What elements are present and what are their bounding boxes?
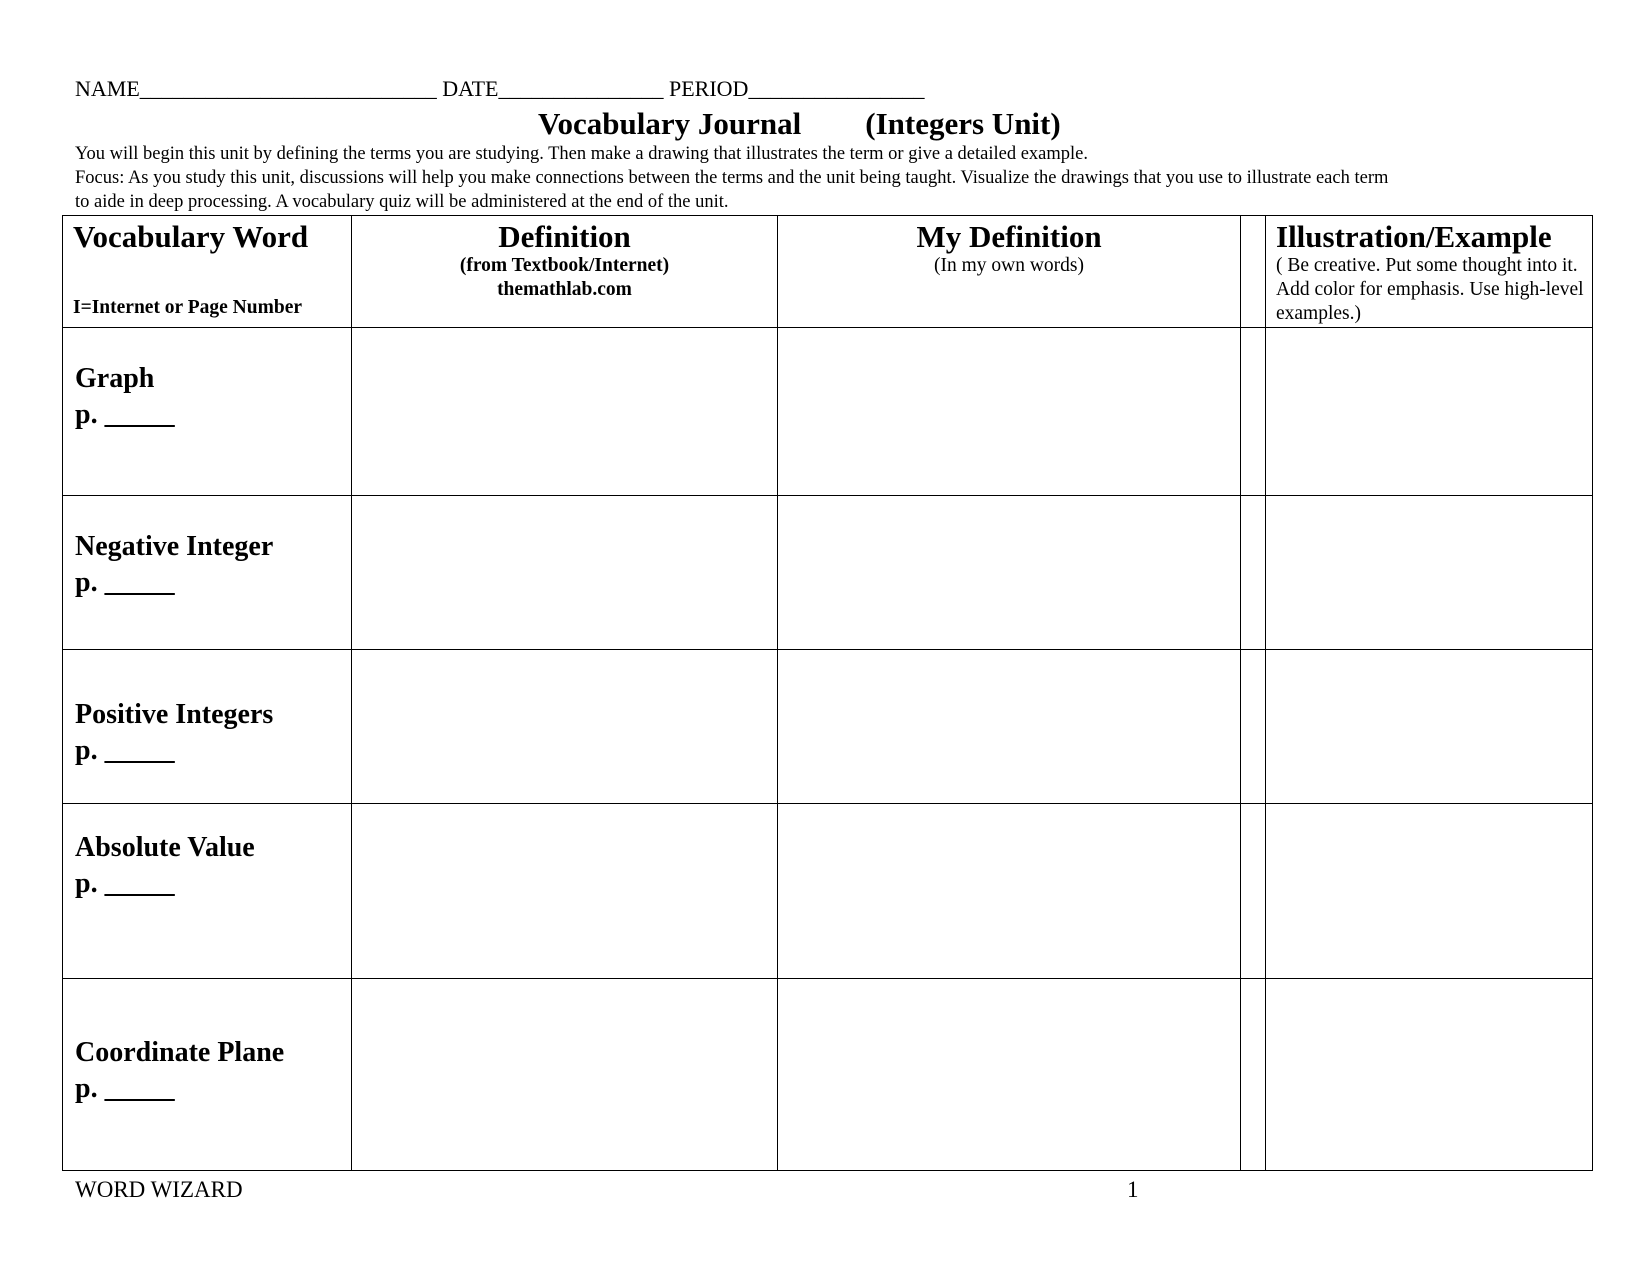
- definition-cell[interactable]: [352, 328, 778, 496]
- definition-cell[interactable]: [352, 979, 778, 1171]
- vocabulary-table: [62, 215, 1593, 1171]
- table-row: [63, 804, 1593, 979]
- page-number-blank[interactable]: p. _____: [75, 567, 175, 598]
- header-my-definition: [778, 216, 1241, 328]
- vocab-word: Positive Integers: [75, 699, 274, 730]
- definition-source: (from Textbook/Internet): [459, 255, 670, 276]
- vocab-word-cell: [63, 804, 352, 979]
- illustration-cell[interactable]: [1266, 979, 1593, 1171]
- vocab-word-cell: [63, 328, 352, 496]
- intro-text-line-2: Focus: As you study this unit, discussions will help you make connections between the terms and the unit being taught. Visualize the drawings that you use to illustrate each term: [75, 168, 1389, 188]
- header-vocabulary-word: [63, 216, 352, 328]
- page-number-blank[interactable]: p. _____: [75, 735, 175, 766]
- page-number: 1: [1127, 1177, 1139, 1202]
- vocabulary-word-title: Vocabulary Word: [73, 219, 309, 254]
- page-number-blank[interactable]: p. _____: [75, 1073, 175, 1104]
- table-header-row: [63, 216, 1593, 328]
- definition-cell[interactable]: [352, 496, 778, 650]
- spacer-cell: [1241, 804, 1266, 979]
- my-definition-cell[interactable]: [778, 496, 1241, 650]
- header-definition: [352, 216, 778, 328]
- spacer-cell: [1241, 650, 1266, 804]
- my-definition-cell[interactable]: [778, 979, 1241, 1171]
- my-definition-cell[interactable]: [778, 804, 1241, 979]
- spacer-cell: [1241, 979, 1266, 1171]
- table-row: [63, 328, 1593, 496]
- vocab-word: Absolute Value: [75, 832, 255, 863]
- header-spacer-column: [1241, 216, 1266, 328]
- definition-title: Definition: [498, 219, 631, 254]
- vocab-word: Negative Integer: [75, 531, 274, 562]
- vocab-word-cell: [63, 650, 352, 804]
- illustration-title: Illustration/Example: [1276, 219, 1552, 254]
- my-definition-cell[interactable]: [778, 650, 1241, 804]
- name-date-period-line: NAME___________________________ DATE_______________ PERIOD________________: [75, 76, 925, 101]
- unit-title: (Integers Unit): [865, 106, 1061, 141]
- illustration-cell[interactable]: [1266, 328, 1593, 496]
- illustration-instructions: ( Be creative. Put some thought into it. Add color for emphasis. Use high-level examples.): [1276, 255, 1584, 324]
- my-definition-subtitle: (In my own words): [933, 255, 1085, 276]
- footer-label: WORD WIZARD: [75, 1177, 243, 1202]
- page-title: [538, 106, 1061, 142]
- vocab-word: Graph: [75, 363, 155, 394]
- intro-text-line-3: to aide in deep processing. A vocabulary quiz will be administered at the end of the unit.: [75, 192, 729, 212]
- definition-cell[interactable]: [352, 804, 778, 979]
- header-illustration-example: [1266, 216, 1593, 328]
- my-definition-cell[interactable]: [778, 328, 1241, 496]
- illustration-cell[interactable]: [1266, 650, 1593, 804]
- page-number-blank[interactable]: p. _____: [75, 868, 175, 899]
- page-number-blank[interactable]: p. _____: [75, 399, 175, 430]
- vocabulary-word-subtitle: I=Internet or Page Number: [73, 297, 303, 318]
- my-definition-title: My Definition: [916, 219, 1102, 254]
- vocab-word: Coordinate Plane: [75, 1037, 285, 1068]
- vocab-word-cell: [63, 496, 352, 650]
- table-row: [63, 979, 1593, 1171]
- journal-title: Vocabulary Journal: [538, 106, 802, 141]
- definition-cell[interactable]: [352, 650, 778, 804]
- illustration-cell[interactable]: [1266, 496, 1593, 650]
- intro-text-line-1: You will begin this unit by defining the terms you are studying. Then make a drawing that illustrates the term or give a detailed example.: [75, 144, 1089, 164]
- illustration-cell[interactable]: [1266, 804, 1593, 979]
- table-row: [63, 650, 1593, 804]
- table-row: [63, 496, 1593, 650]
- spacer-cell: [1241, 496, 1266, 650]
- definition-website: themathlab.com: [497, 279, 632, 300]
- spacer-cell: [1241, 328, 1266, 496]
- vocab-word-cell: [63, 979, 352, 1171]
